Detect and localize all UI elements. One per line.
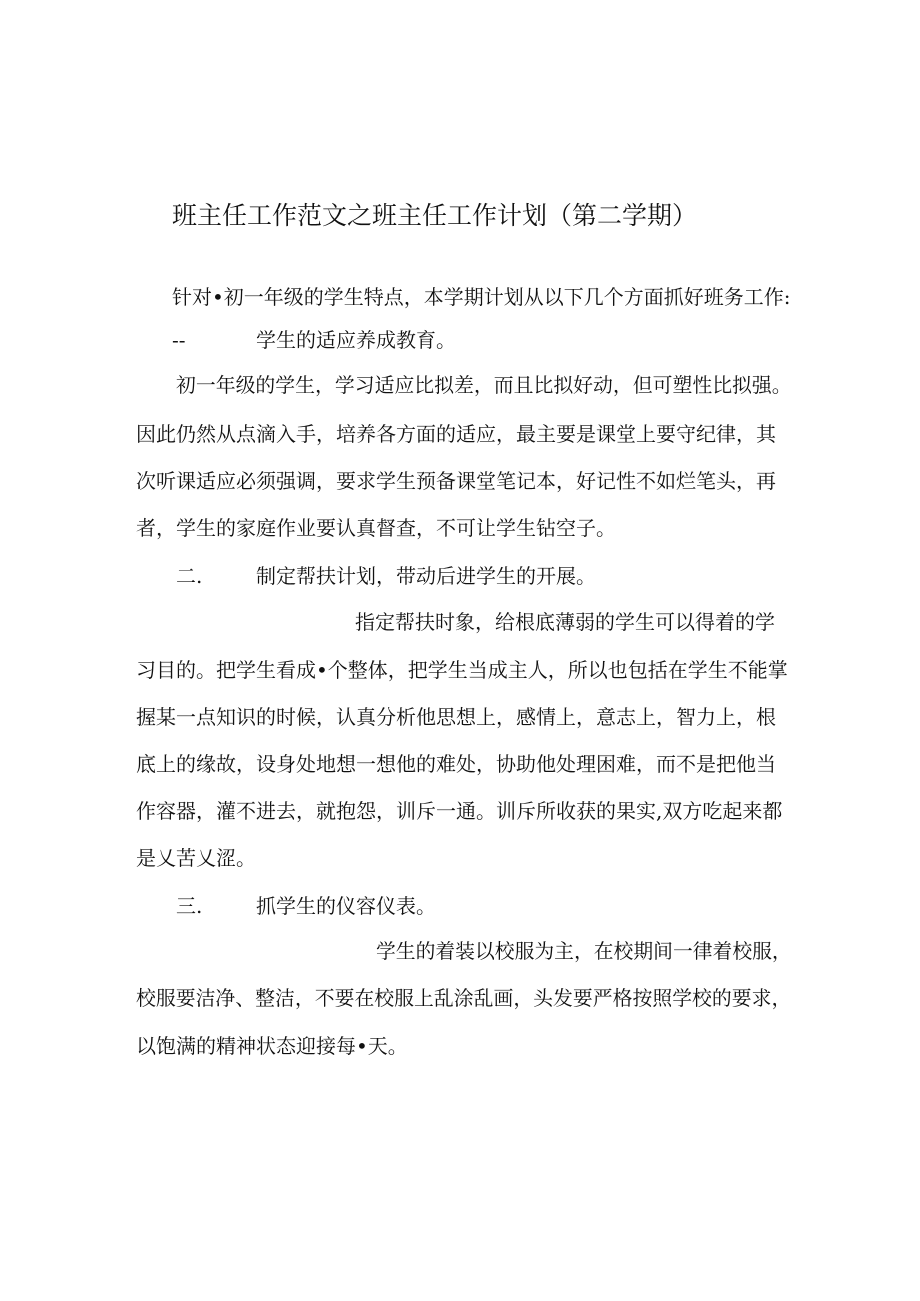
intro-paragraph: 针对•初一年级的学生特点，本学期计划从以下几个方面抓好班务工作: [172,285,791,309]
section-2-line-2: 习目的。把学生看成•个整体，把学生当成主人，所以也包括在学生不能掌 [136,658,788,682]
section-1-heading: 学生的适应养成教育。 [256,328,456,352]
section-2-line-6: 是乂苦乂涩。 [136,846,256,870]
document-title: 班主任工作范文之班主任工作计划（第二学期） [172,201,698,230]
section-1-line-1: 初一年级的学生，学习适应比拟差，而且比拟好动，但可塑性比拟强。 [176,374,792,397]
section-2-line-4: 底上的缘故，设身处地想一想他的难处，协助他处理困难，而不是把他当 [136,752,776,776]
section-3-heading-line [176,891,436,921]
section-1-line-3: 次听课适应必须强调，要求学生预备课堂笔记本，好记性不如烂笔头，再 [136,469,776,493]
section-1-number: -- [172,328,186,352]
section-2-line-1: 指定帮扶时象，给根底薄弱的学生可以得着的学 [355,610,775,634]
section-3-heading: 抓学生的仪容仪表。 [256,894,436,918]
section-1-line-4: 者，学生的家庭作业要认真督查，不可让学生钻空子。 [136,516,616,540]
section-2-line-5: 作容器，灌不进去，就抱怨，训斥一通。训斥所收获的果实,双方吃起来都 [136,799,783,823]
section-3-number: 三. [176,894,203,918]
section-3-line-1: 学生的着装以校服为主，在校期间一律着校服， [376,940,792,963]
section-2-line-3: 握某一点知识的时候，认真分析他思想上，感情上，意志上，智力上，根 [136,705,776,729]
section-2-heading-line [176,561,596,591]
section-1-heading-line [172,325,456,355]
section-3-line-3: 以饱满的精神状态迎接每•天。 [136,1034,408,1058]
section-2-heading: 制定帮扶计划，带动后进学生的开展。 [256,564,596,588]
section-1-line-2: 因此仍然从点滴入手，培养各方面的适应，最主要是课堂上要守纪律，其 [136,422,776,446]
section-2-number: 二. [176,564,203,588]
section-3-line-2: 校服要洁净、整洁，不要在校服上乱涂乱画，头发要严格按照学校的要求， [136,987,792,1010]
